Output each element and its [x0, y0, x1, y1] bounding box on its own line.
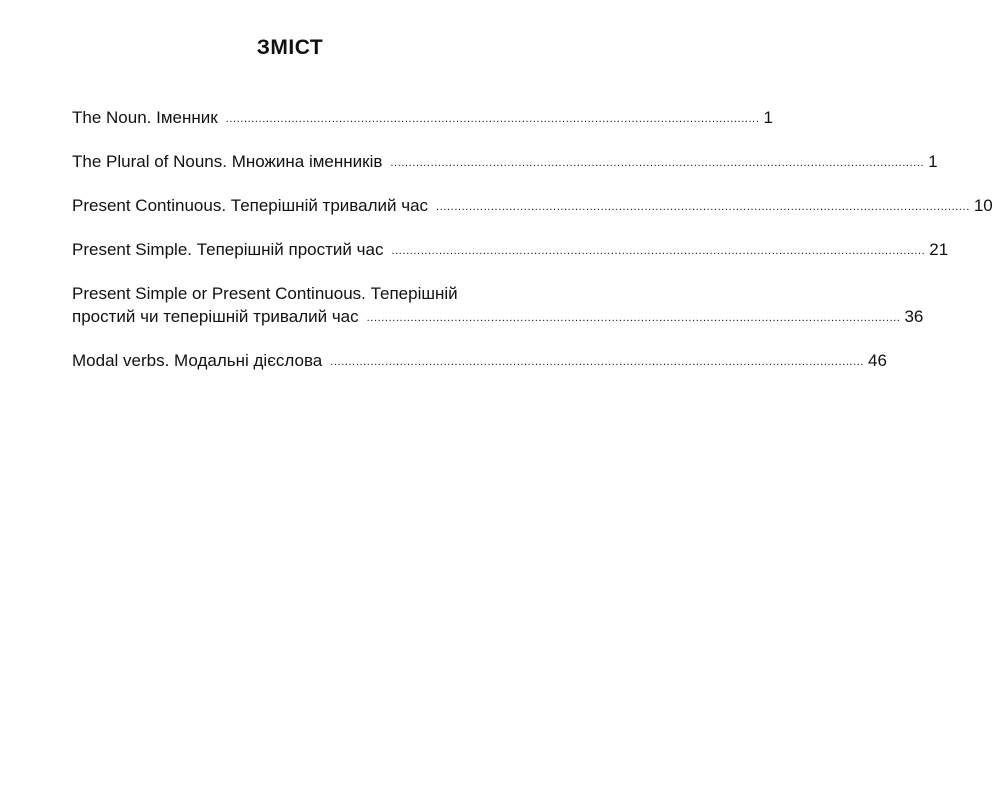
toc-leader-dots: .................................................................................................................................................. [366, 312, 901, 324]
toc-entry-title: The Noun. Іменник [72, 108, 218, 127]
toc-entry-line2 [72, 305, 924, 328]
toc-entry-title: The Plural of Nouns. Множина іменників [72, 152, 383, 171]
toc-entry-page: 46 [868, 351, 887, 370]
toc-entry-page: 36 [904, 307, 924, 326]
toc-leader-dots: .................................................................................................................................................. [391, 245, 926, 257]
toc-entry[interactable] [72, 194, 993, 217]
toc-entry[interactable] [72, 349, 887, 372]
toc-leader-dots: .................................................................................................................................................. [436, 201, 970, 213]
toc-entry[interactable] [72, 106, 773, 129]
toc-entry-page: 1 [763, 108, 773, 127]
toc-entry-title-line1: Present Simple or Present Continuous. Теперішній [72, 284, 458, 303]
page-title: ЗМІСТ [256, 36, 324, 59]
toc-entry[interactable] [72, 282, 924, 328]
toc-entry-title: Present Simple. Теперішній простий час [72, 240, 384, 259]
toc-entry-title: Modal verbs. Модальні дієслова [72, 351, 323, 370]
toc-entry[interactable] [72, 150, 938, 173]
table-of-contents [72, 106, 993, 393]
toc-entry-page: 21 [929, 240, 949, 259]
toc-entry-page: 10 [973, 196, 993, 215]
toc-entry-title: Present Continuous. Теперішній тривалий час [72, 196, 429, 215]
toc-entry-title-line2: простий чи теперішній тривалий час [72, 307, 359, 326]
toc-leader-dots: .................................................................................................................................................. [390, 157, 925, 169]
toc-leader-dots: .................................................................................................................................................. [330, 356, 865, 368]
toc-entry[interactable] [72, 238, 949, 261]
toc-leader-dots: .................................................................................................................................................. [225, 113, 760, 125]
toc-entry-page: 1 [928, 152, 938, 171]
